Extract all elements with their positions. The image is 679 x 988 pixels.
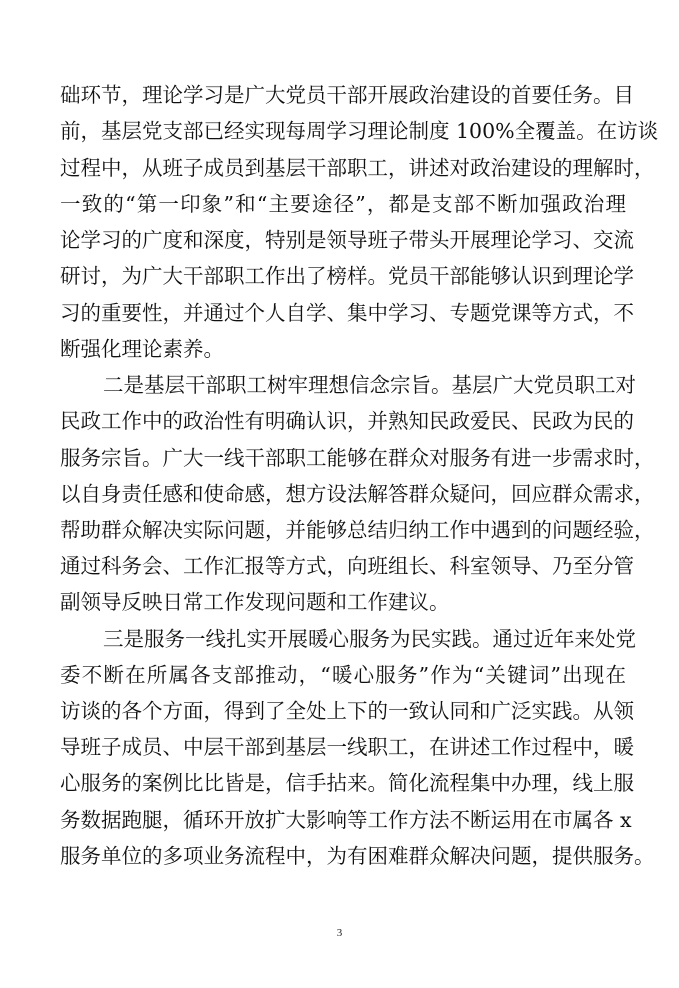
paragraph-3-line-1: 三是服务一线扎实开展暖心服务为民实践。通过近年来处党 (103, 627, 636, 651)
page-number: 3 (336, 927, 343, 939)
paragraph-2-line-2: 民政工作中的政治性有明确认识，并熟知民政爱民、民政为民的 (60, 409, 634, 433)
paragraph-1-line-4: 一致的“第一印象”和“主要途径”，都是支部不断加强政治理 (60, 192, 626, 216)
paragraph-2-line-5: 帮助群众解决实际问题，并能够总结归纳工作中遇到的问题经验， (60, 518, 655, 542)
paragraph-2-line-7: 副领导反映日常工作发现问题和工作建议。 (60, 590, 450, 614)
paragraph-1-line-2: 前，基层党支部已经实现每周学习理论制度 100%全覆盖。在访谈 (60, 119, 659, 143)
paragraph-1-line-3: 过程中，从班子成员到基层干部职工，讲述对政治建设的理解时， (60, 156, 655, 180)
paragraph-1-line-6: 研讨，为广大干部职工作出了榜样。党员干部能够认识到理论学 (60, 264, 634, 288)
paragraph-2-line-6: 通过科务会、工作汇报等方式，向班组长、科室领导、乃至分管 (60, 554, 634, 578)
paragraph-1-line-5: 论学习的广度和深度，特别是领导班子带头开展理论学习、交流 (60, 228, 634, 252)
paragraph-1-line-7: 习的重要性，并通过个人自学、集中学习、专题党课等方式，不 (60, 301, 634, 325)
paragraph-2-line-1: 二是基层干部职工树牢理想信念宗旨。基层广大党员职工对 (103, 373, 636, 397)
paragraph-1-line-1: 础环节，理论学习是广大党员干部开展政治建设的首要任务。目 (60, 83, 634, 107)
paragraph-3-line-5: 心服务的案例比比皆是，信手拈来。简化流程集中办理，线上服 (60, 771, 634, 795)
paragraph-3-line-6: 务数据跑腿，循环开放扩大影响等工作方法不断运用在市属各 x (60, 808, 632, 832)
paragraph-1-line-8: 断强化理论素养。 (60, 337, 224, 361)
paragraph-3-line-3: 访谈的各个方面，得到了全处上下的一致认同和广泛实践。从领 (60, 699, 634, 723)
paragraph-3-line-2: 委不断在所属各支部推动，“暖心服务”作为“关键词”出现在 (60, 663, 626, 687)
paragraph-3-line-4: 导班子成员、中层干部到基层一线职工，在讲述工作过程中，暖 (60, 735, 634, 759)
paragraph-2-line-3: 服务宗旨。广大一线干部职工能够在群众对服务有进一步需求时， (60, 446, 655, 470)
paragraph-3-line-7: 服务单位的多项业务流程中，为有困难群众解决问题，提供服务。 (60, 844, 655, 868)
paragraph-2-line-4: 以自身责任感和使命感，想方设法解答群众疑问，回应群众需求， (60, 482, 655, 506)
